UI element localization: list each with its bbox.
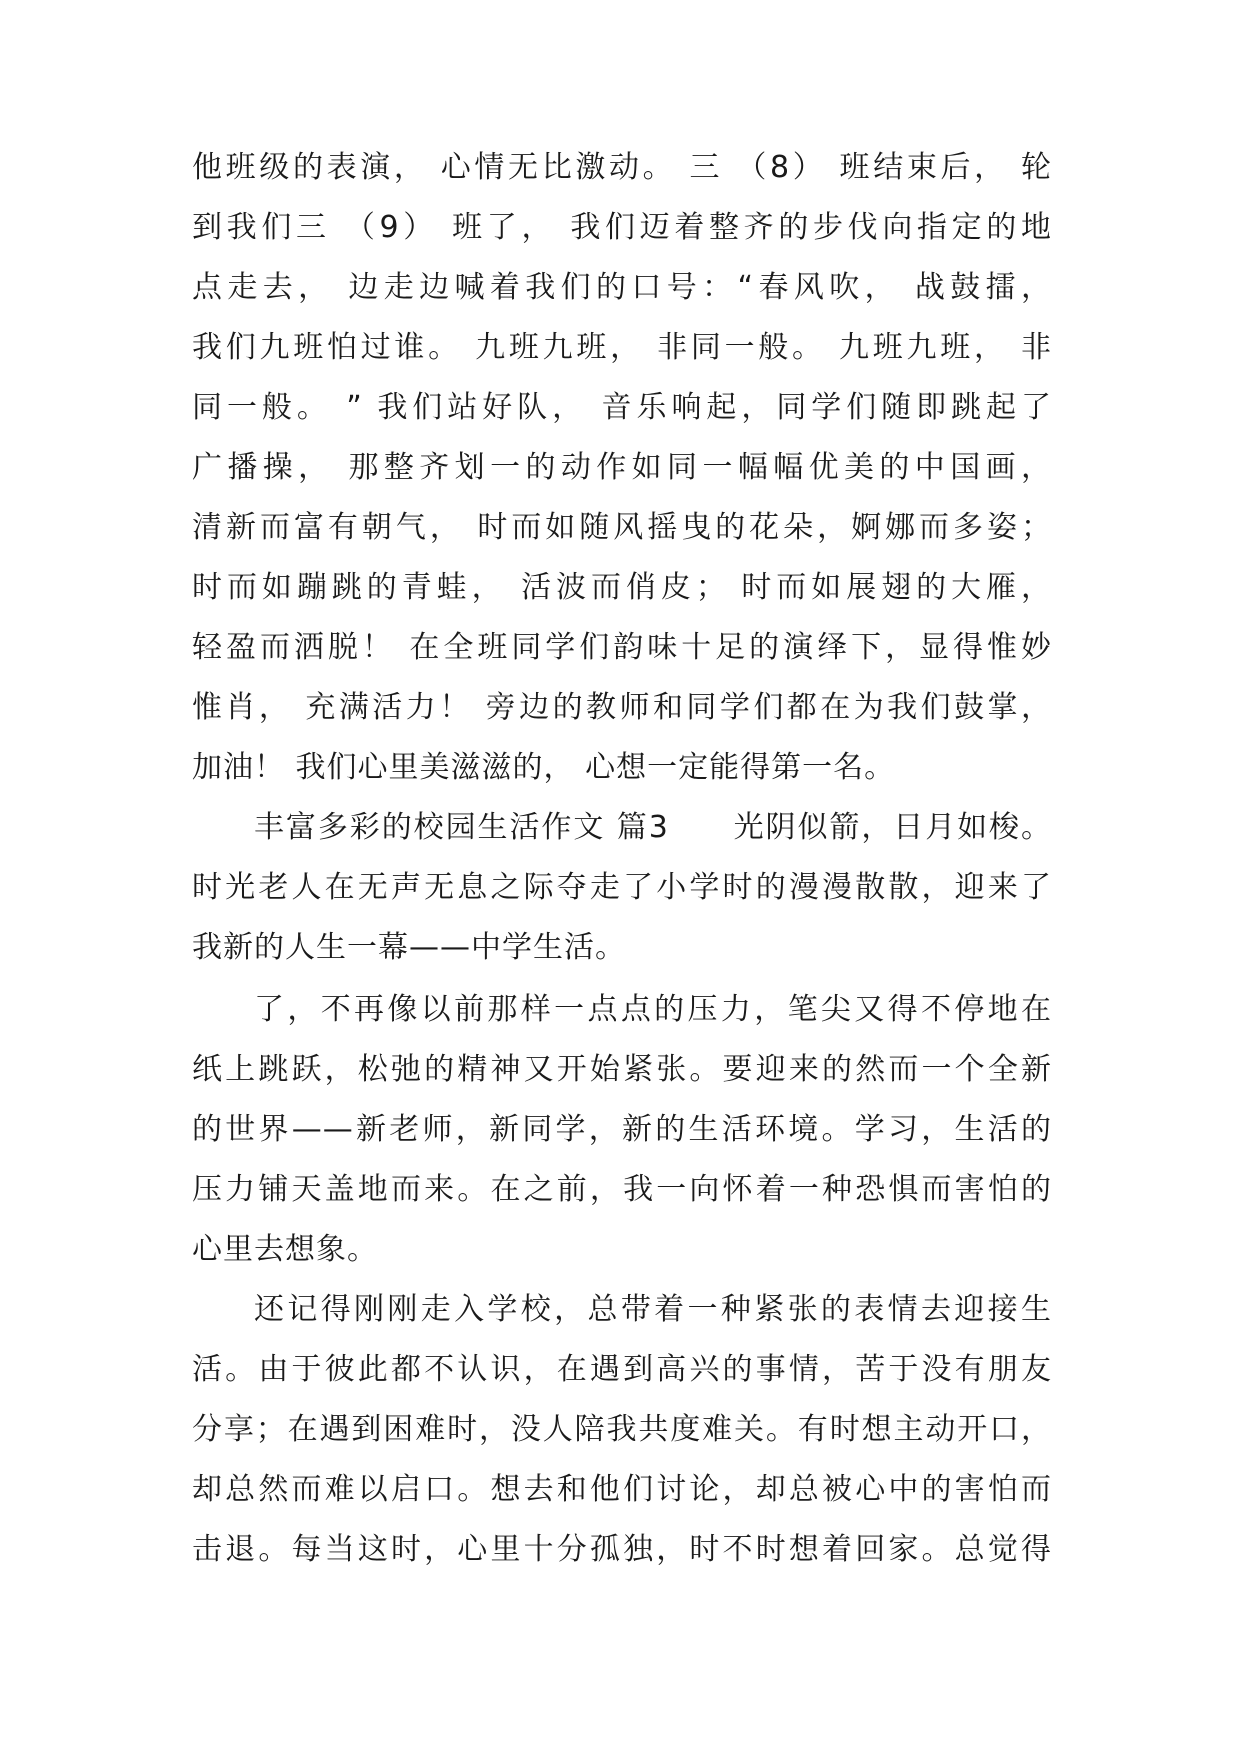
section-heading-line: 丰富多彩的校园生活作文 篇3 光阴似箭，日月如梭。 [254, 810, 1052, 845]
paragraph-1 [192, 138, 1052, 798]
text-line: 压力铺天盖地而来。在之前，我一向怀着一种恐惧而害怕的 [192, 1172, 1052, 1207]
text-line: 他班级的表演， 心情无比激动。 三 （8） 班结束后， 轮 [192, 150, 1052, 185]
text-line: 时而如蹦跳的青蛙， 活波而俏皮； 时而如展翅的大雁， [192, 570, 1052, 605]
text-line: 惟肖， 充满活力！ 旁边的教师和同学们都在为我们鼓掌， [192, 690, 1052, 725]
paragraph-4 [192, 1280, 1052, 1580]
text-line: 心里去想象。 [192, 1232, 378, 1267]
text-line: 分享；在遇到困难时，没人陪我共度难关。有时想主动开口， [192, 1412, 1052, 1447]
text-line: 时光老人在无声无息之际夺走了小学时的漫漫散散，迎来了 [192, 870, 1052, 905]
text-line: 还记得刚刚走入学校，总带着一种紧张的表情去迎接生 [254, 1292, 1052, 1327]
text-line: 我们九班怕过谁。 九班九班， 非同一般。 九班九班， 非 [192, 330, 1052, 365]
text-line: 同一般。 ” 我们站好队， 音乐响起，同学们随即跳起了 [192, 390, 1052, 425]
text-line: 却总然而难以启口。想去和他们讨论，却总被心中的害怕而 [192, 1472, 1052, 1507]
text-line: 到我们三 （9） 班了， 我们迈着整齐的步伐向指定的地 [192, 210, 1052, 245]
text-line: 我新的人生一幕——中学生活。 [192, 930, 626, 965]
text-line: 击退。每当这时，心里十分孤独，时不时想着回家。总觉得 [192, 1532, 1052, 1567]
text-line: 清新而富有朝气， 时而如随风摇曳的花朵，婀娜而多姿； [192, 510, 1052, 545]
text-line: 轻盈而洒脱！ 在全班同学们韵味十足的演绎下，显得惟妙 [192, 630, 1052, 665]
paragraph-3 [192, 980, 1052, 1280]
paragraph-2 [192, 798, 1052, 978]
text-line: 点走去， 边走边喊着我们的口号：“春风吹， 战鼓擂， [192, 270, 1052, 305]
text-line: 活。由于彼此都不认识，在遇到高兴的事情，苦于没有朋友 [192, 1352, 1052, 1387]
text-line: 的世界——新老师，新同学，新的生活环境。学习，生活的 [192, 1112, 1052, 1147]
text-line: 广播操， 那整齐划一的动作如同一幅幅优美的中国画， [192, 450, 1052, 485]
text-line: 了，不再像以前那样一点点的压力，笔尖又得不停地在 [254, 992, 1052, 1027]
text-line: 加油！ 我们心里美滋滋的， 心想一定能得第一名。 [192, 750, 896, 785]
text-line: 纸上跳跃，松弛的精神又开始紧张。要迎来的然而一个全新 [192, 1052, 1052, 1087]
